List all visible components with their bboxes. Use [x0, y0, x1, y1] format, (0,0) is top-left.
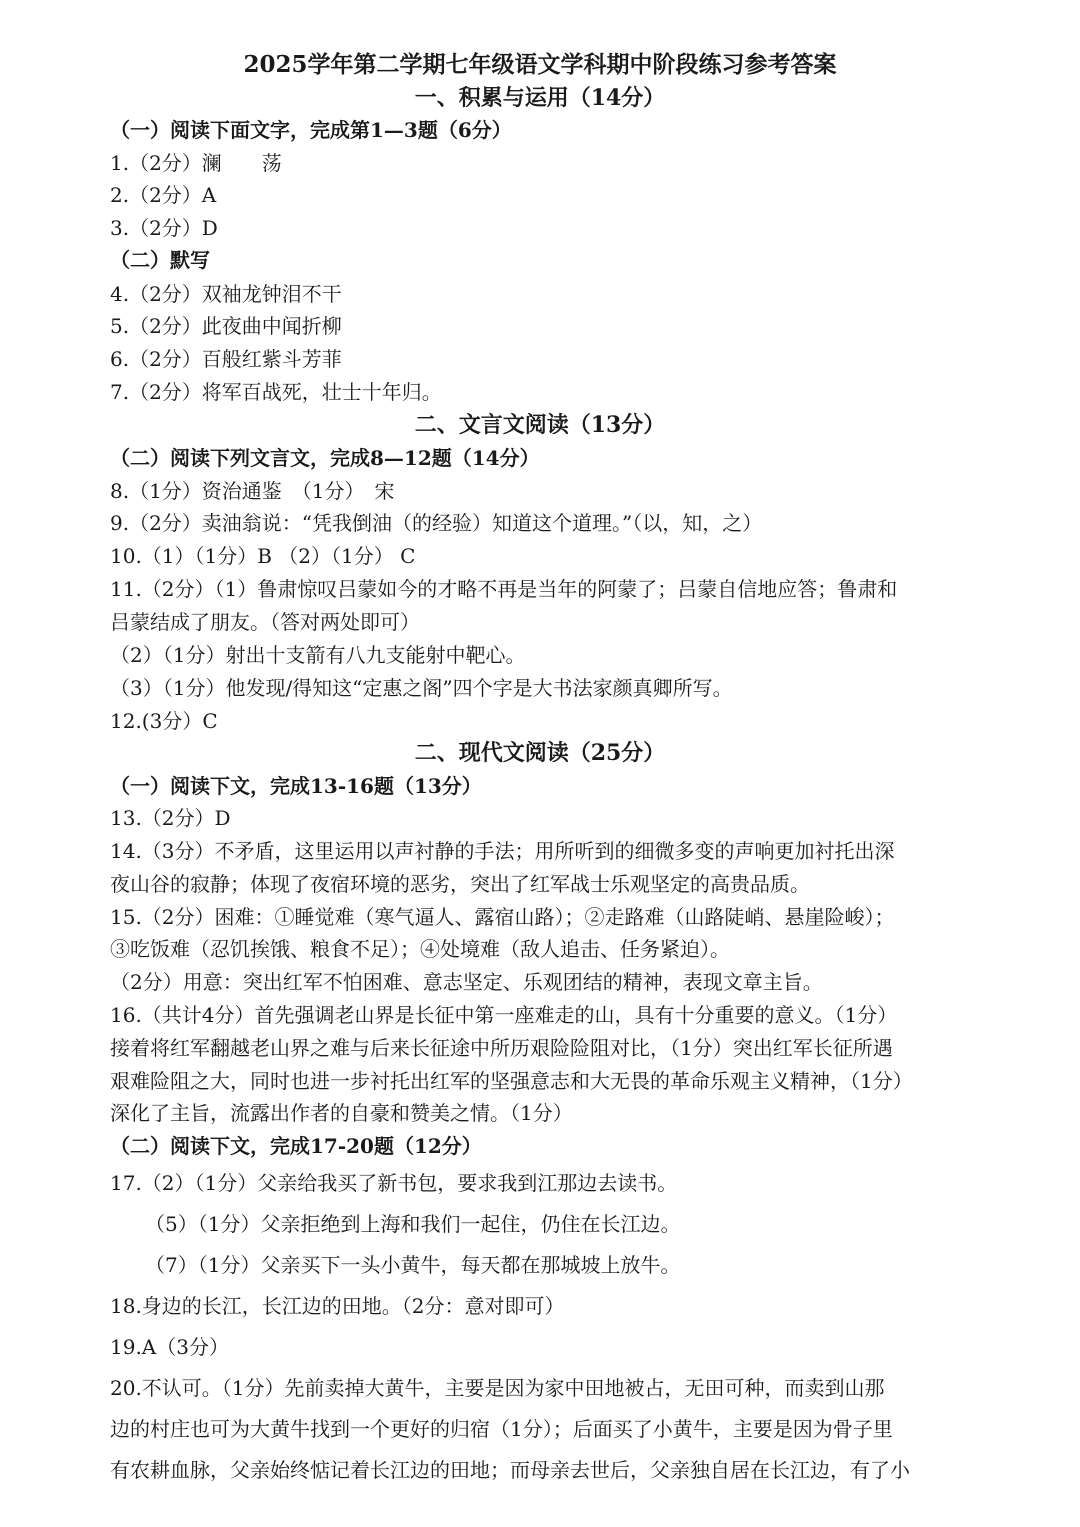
- s2-part-heading: （二）阅读下列文言文，完成8—12题（14分）: [110, 446, 540, 470]
- answer-q11-line4: （3）（1分）他发现/得知这“定惠之阁”四个字是大书法家颜真卿所写。: [110, 676, 733, 700]
- answer-q2: 2.（2分）A: [110, 183, 217, 207]
- section-1-heading: 一、积累与运用（14分）: [414, 85, 666, 111]
- answer-q10: 10.（1）（1分）B （2）（1分） C: [110, 544, 416, 568]
- s3-part1-heading: （一）阅读下文，完成13-16题（13分）: [110, 774, 482, 798]
- answer-q12: 12.(3分）C: [110, 709, 218, 733]
- answer-q20-line1: 20.不认可。（1分）先前卖掉大黄牛，主要是因为家中田地被占，无田可种，而卖到山那: [110, 1376, 885, 1400]
- answer-q20-line3: 有农耕血脉，父亲始终惦记着长江边的田地；而母亲去世后，父亲独自居在长江边，有了小: [110, 1458, 910, 1482]
- section-3-heading: 二、现代文阅读（25分）: [414, 740, 666, 766]
- answer-q20-line2: 边的村庄也可为大黄牛找到一个更好的归宿（1分）；后面买了小黄牛，主要是因为骨子里: [110, 1417, 893, 1441]
- answer-q14-line2: 夜山谷的寂静；体现了夜宿环境的恶劣，突出了红军战士乐观坚定的高贵品质。: [110, 872, 810, 896]
- answer-q3: 3.（2分）D: [110, 216, 218, 240]
- s1-part2-heading: （二）默写: [110, 248, 210, 272]
- answer-q16-line2: 接着将红军翻越老山界之难与后来长征途中所历艰险险阻对比，（1分）突出红军长征所遇: [110, 1036, 893, 1060]
- answer-q16-line1: 16.（共计4分）首先强调老山界是长征中第一座难走的山，具有十分重要的意义。（1分）: [110, 1003, 898, 1027]
- answer-q5: 5.（2分）此夜曲中闻折柳: [110, 314, 342, 338]
- answer-q11-line2: 吕蒙结成了朋友。（答对两处即可）: [110, 610, 420, 634]
- section-2-heading: 二、文言文阅读（13分）: [414, 412, 666, 438]
- answer-q6: 6.（2分）百般红紫斗芳菲: [110, 347, 342, 371]
- answer-q16-line4: 深化了主旨，流露出作者的自豪和赞美之情。（1分）: [110, 1101, 573, 1125]
- answer-q4: 4.（2分）双袖龙钟泪不干: [110, 282, 342, 306]
- answer-q15-line1: 15.（2分）困难：①睡觉难（寒气逼人、露宿山路）；②走路难（山路陡峭、悬崖险峻）；: [110, 905, 895, 929]
- answer-q9: 9.（2分）卖油翁说：“凭我倒油（的经验）知道这个道理。”（以，知，之）: [110, 511, 763, 535]
- document-title: 2025学年第二学期七年级语文学科期中阶段练习参考答案: [243, 51, 837, 78]
- s1-part1-heading: （一）阅读下面文字，完成第1—3题（6分）: [110, 118, 512, 142]
- answer-q18: 18.身边的长江，长江边的田地。（2分：意对即可）: [110, 1294, 565, 1318]
- answer-q17-line1: 17.（2）（1分）父亲给我买了新书包，要求我到江那边去读书。: [110, 1171, 678, 1195]
- s3-part2-heading: （二）阅读下文，完成17-20题（12分）: [110, 1134, 482, 1158]
- answer-q15-line3: （2分）用意：突出红军不怕困难、意志坚定、乐观团结的精神，表现文章主旨。: [110, 970, 823, 994]
- answer-q13: 13.（2分）D: [110, 806, 231, 830]
- answer-q8: 8.（1分）资治通鉴 （1分） 宋: [110, 479, 395, 503]
- answer-q17-line2: （5）（1分）父亲拒绝到上海和我们一起住，仍住在长江边。: [145, 1212, 681, 1236]
- answer-q15-line2: ③吃饭难（忍饥挨饿、粮食不足）；④处境难（敌人追击、任务紧迫）。: [110, 937, 730, 961]
- answer-q19: 19.A（3分）: [110, 1335, 229, 1359]
- answer-q11-line1: 11.（2分）（1）鲁肃惊叹吕蒙如今的才略不再是当年的阿蒙了；吕蒙自信地应答；鲁肃和: [110, 577, 898, 601]
- answer-q1: 1.（2分）澜 荡: [110, 151, 282, 175]
- answer-q17-line3: （7）（1分）父亲买下一头小黄牛，每天都在那城坡上放牛。: [145, 1253, 681, 1277]
- answer-q7: 7.（2分）将军百战死，壮士十年归。: [110, 380, 442, 404]
- answer-q11-line3: （2）（1分）射出十支箭有八九支能射中靶心。: [110, 643, 526, 667]
- answer-q14-line1: 14.（3分）不矛盾，这里运用以声衬静的手法；用所听到的细微多变的声响更加衬托出深: [110, 839, 895, 863]
- answer-q16-line3: 艰难险阻之大，同时也进一步衬托出红军的坚强意志和大无畏的革命乐观主义精神，（1分）: [110, 1069, 913, 1093]
